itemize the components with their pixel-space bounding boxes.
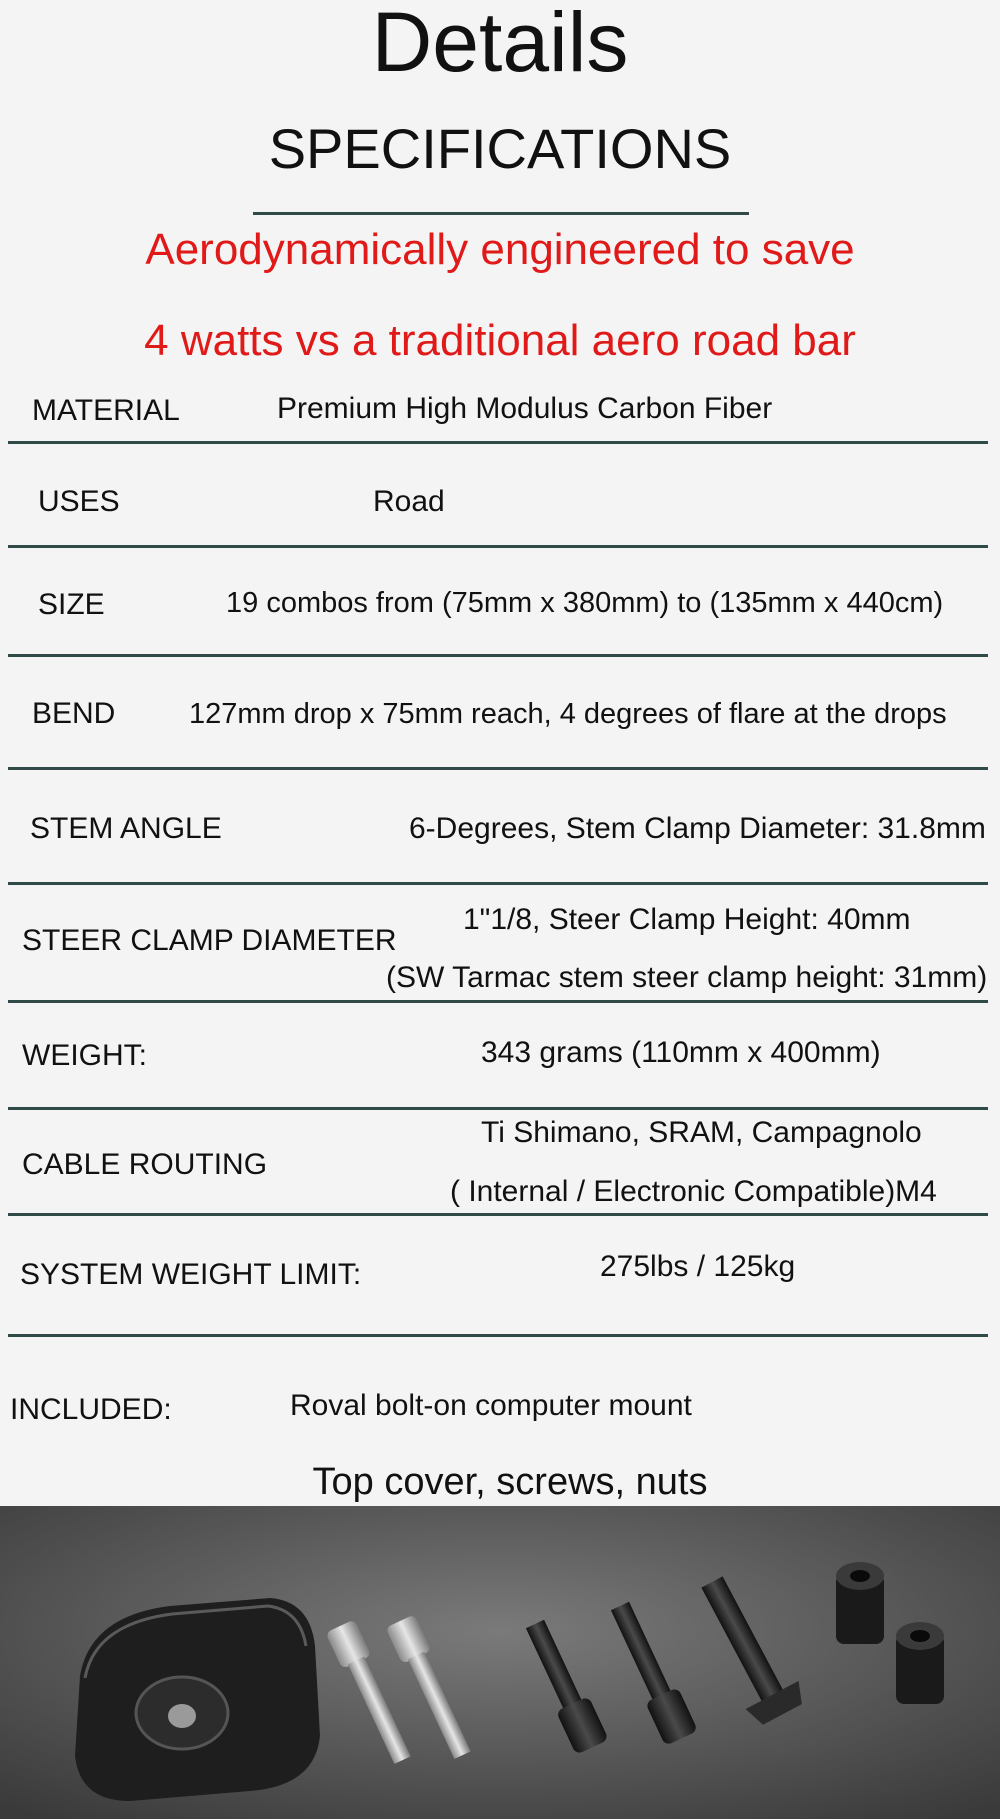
weight-value: 343 grams (110mm x 400mm) bbox=[481, 1036, 881, 1069]
system-weight-value: 275lbs / 125kg bbox=[600, 1250, 796, 1283]
specifications-heading: SPECIFICATIONS bbox=[268, 117, 732, 180]
weight-label: WEIGHT: bbox=[22, 1039, 147, 1072]
stem-angle-value: 6-Degrees, Stem Clamp Diameter: 31.8mm bbox=[409, 812, 986, 845]
row-divider bbox=[8, 882, 988, 885]
included-extra: Top cover, screws, nuts bbox=[312, 1461, 708, 1503]
uses-value: Road bbox=[373, 485, 445, 518]
steer-clamp-value-1: 1"1/8, Steer Clamp Height: 40mm bbox=[463, 903, 911, 936]
steer-clamp-value-2: (SW Tarmac stem steer clamp height: 31mm) bbox=[386, 961, 988, 994]
cable-routing-label: CABLE ROUTING bbox=[22, 1148, 268, 1181]
material-value: Premium High Modulus Carbon Fiber bbox=[277, 392, 773, 425]
row-divider bbox=[8, 1000, 988, 1003]
steer-clamp-label: STEER CLAMP DIAMETER bbox=[22, 924, 397, 957]
uses-label: USES bbox=[38, 485, 120, 518]
bend-label: BEND bbox=[32, 697, 116, 730]
included-label: INCLUDED: bbox=[10, 1393, 172, 1426]
cable-routing-value-2: ( Internal / Electronic Compatible)M4 bbox=[450, 1175, 937, 1208]
row-divider bbox=[8, 1334, 988, 1337]
bend-value: 127mm drop x 75mm reach, 4 degrees of flare at the drops bbox=[189, 698, 947, 730]
promo-line-1: Aerodynamically engineered to save bbox=[145, 225, 855, 274]
nut-2 bbox=[896, 1622, 944, 1704]
size-value: 19 combos from (75mm x 380mm) to (135mm x 440cm) bbox=[226, 587, 944, 619]
stem-angle-label: STEM ANGLE bbox=[30, 812, 222, 845]
system-weight-label: SYSTEM WEIGHT LIMIT: bbox=[20, 1258, 362, 1291]
top-cover-part bbox=[75, 1598, 320, 1801]
row-divider bbox=[8, 441, 988, 444]
cable-routing-value-1: Ti Shimano, SRAM, Campagnolo bbox=[481, 1116, 922, 1149]
row-divider bbox=[8, 545, 988, 548]
included-value: Roval bolt-on computer mount bbox=[290, 1389, 692, 1422]
page-title: Details bbox=[371, 0, 629, 89]
material-label: MATERIAL bbox=[32, 394, 180, 427]
row-divider bbox=[8, 1213, 988, 1216]
nut-1 bbox=[836, 1562, 884, 1644]
row-divider bbox=[8, 654, 988, 657]
promo-line-2: 4 watts vs a traditional aero road bar bbox=[144, 316, 856, 365]
heading-divider bbox=[253, 212, 749, 215]
row-divider bbox=[8, 1107, 988, 1110]
row-divider bbox=[8, 767, 988, 770]
hardware-photo bbox=[0, 1506, 1000, 1819]
size-label: SIZE bbox=[38, 588, 105, 621]
